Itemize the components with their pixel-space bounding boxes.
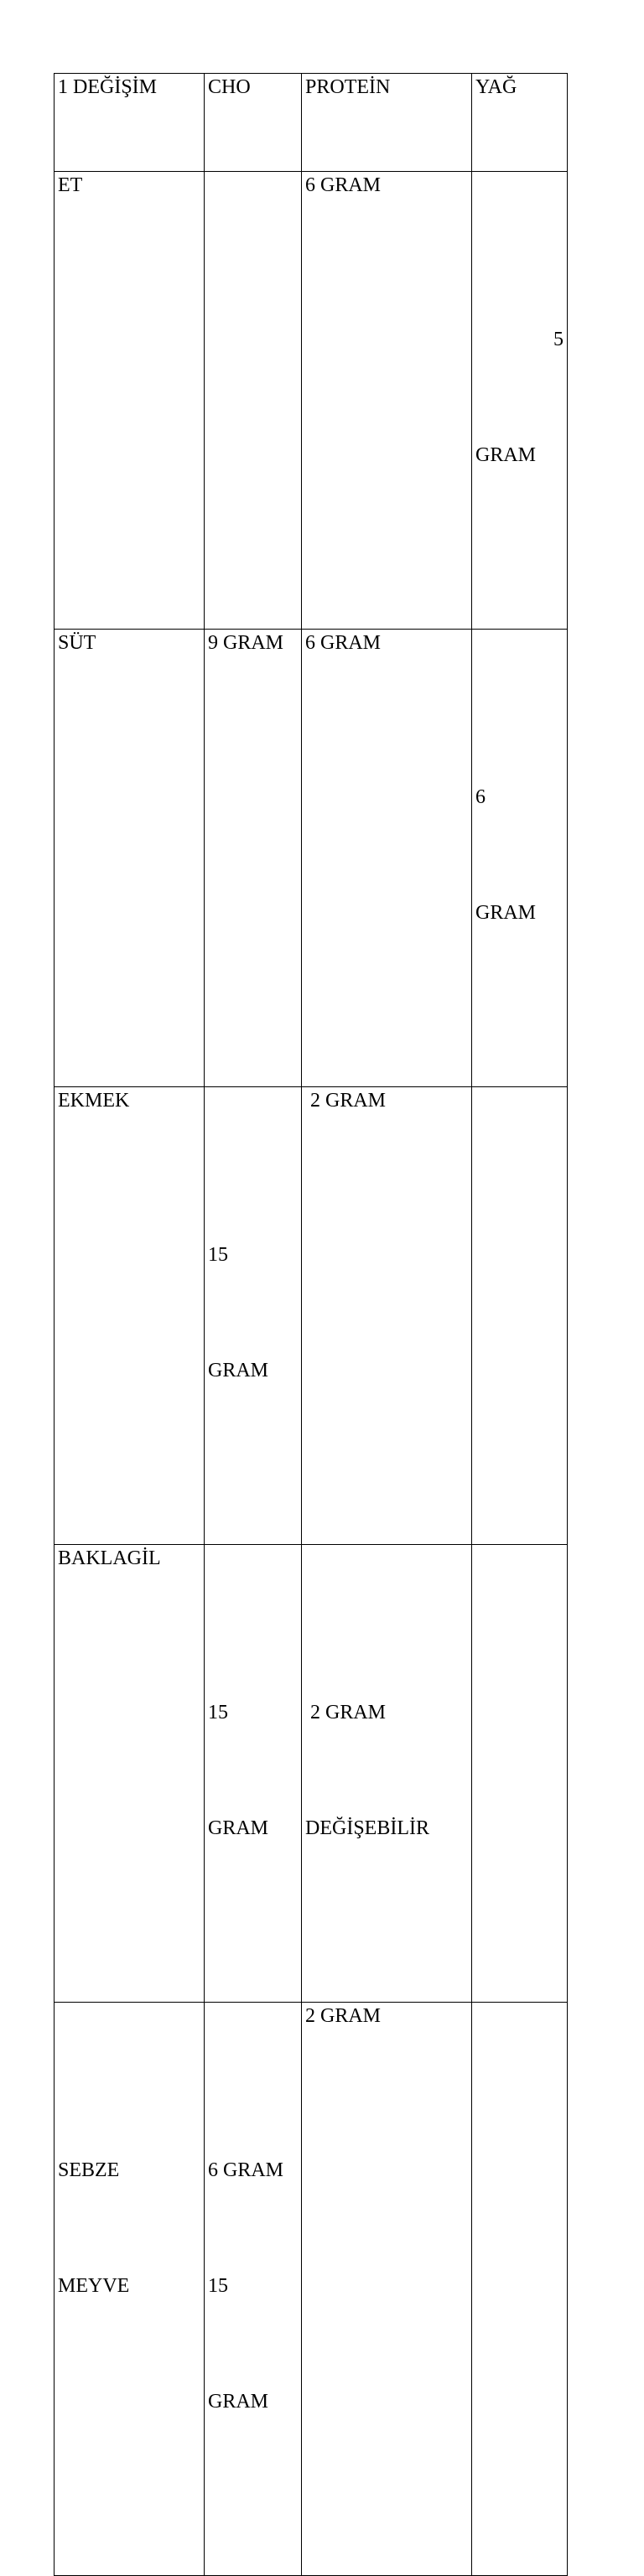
protein-note-line: DEĞİŞEBİLİR [305, 1817, 429, 1839]
fat-value-line: 6 [475, 786, 486, 808]
protein-value-line: 2 GRAM [305, 1702, 387, 1723]
fat-unit-line: GRAM [475, 444, 537, 466]
cho-unit-line: GRAM [208, 1360, 269, 1381]
row-label-cell [55, 2003, 205, 2576]
cho-cell [205, 172, 302, 630]
fat-unit-line: GRAM [475, 902, 537, 924]
table-row-et [55, 172, 568, 630]
fat-cell [472, 172, 568, 630]
row-label-line: MEYVE [58, 2275, 130, 2297]
cho-value-line: 6 GRAM [208, 2159, 284, 2181]
header-cell-cho: CHO [205, 74, 302, 172]
cho-cell [205, 1545, 302, 2003]
table-row-sebze-meyve [55, 2003, 568, 2576]
protein-cell: 6 GRAM [302, 630, 472, 1087]
cho-cell: 9 GRAM [205, 630, 302, 1087]
fat-cell [472, 2003, 568, 2576]
cho-unit-line: GRAM [208, 2391, 269, 2413]
cho-value-line: 15 [208, 1702, 228, 1723]
protein-cell: 6 GRAM [302, 172, 472, 630]
cho-cell [205, 2003, 302, 2576]
header-cell-fat: YAĞ [472, 74, 568, 172]
table-row-sut [55, 630, 568, 1087]
row-label-cell: BAKLAGİL [55, 1545, 205, 2003]
cho-cell [205, 1087, 302, 1545]
table-row-baklagil [55, 1545, 568, 2003]
exchange-table [54, 73, 568, 2576]
fat-cell [472, 1545, 568, 2003]
header-cell-exchange: 1 DEĞİŞİM [55, 74, 205, 172]
fat-cell [472, 630, 568, 1087]
cho-value-line: 15 [208, 1244, 228, 1266]
protein-cell: 2 GRAM [302, 1087, 472, 1545]
cho-value-line: 15 [208, 2275, 228, 2297]
cho-unit-line: GRAM [208, 1817, 269, 1839]
fat-cell [472, 1087, 568, 1545]
fat-value-line: 5 [553, 329, 564, 350]
row-label-cell: ET [55, 172, 205, 630]
row-label-cell: EKMEK [55, 1087, 205, 1545]
row-label-line: SEBZE [58, 2159, 120, 2181]
protein-cell: 2 GRAM [302, 2003, 472, 2576]
protein-cell [302, 1545, 472, 2003]
table-header-row [55, 74, 568, 172]
table-row-ekmek [55, 1087, 568, 1545]
header-cell-protein: PROTEİN [302, 74, 472, 172]
row-label-cell: SÜT [55, 630, 205, 1087]
